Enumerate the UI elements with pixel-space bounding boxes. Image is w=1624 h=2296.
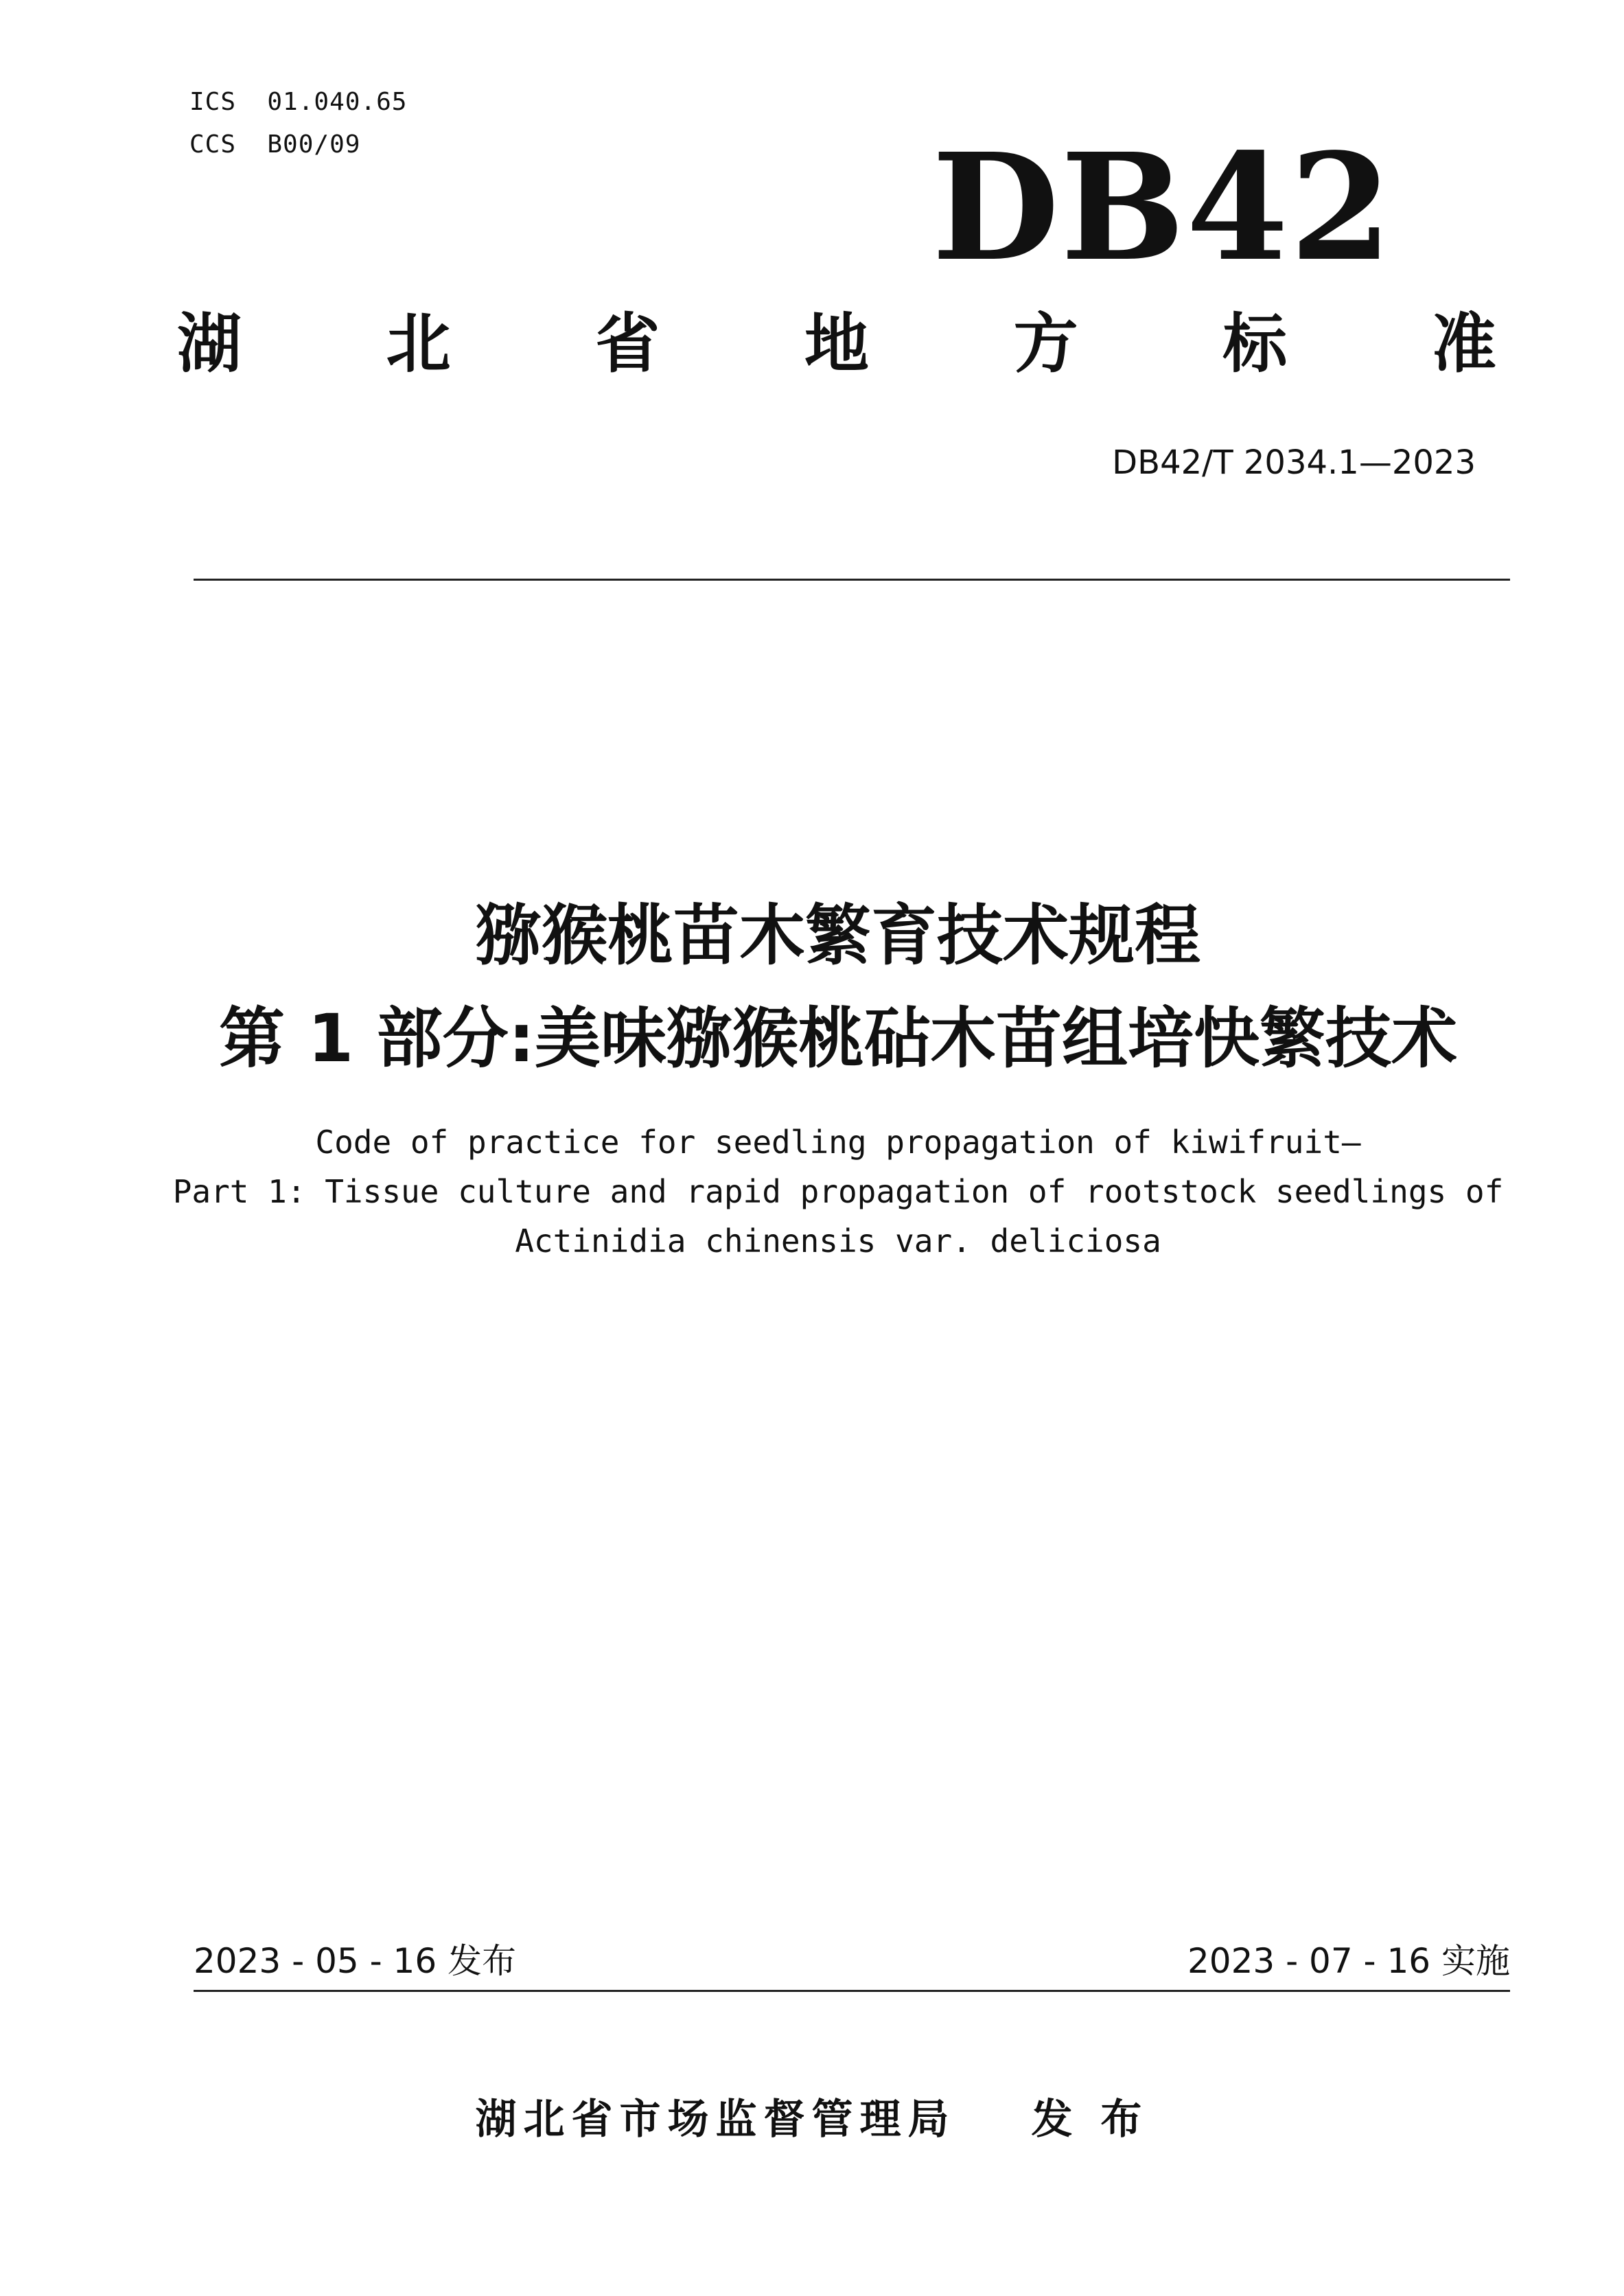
standard-type-char: 湖 — [177, 307, 242, 382]
chinese-title-line-1: 猕猴桃苗木繁育技术规程 — [476, 897, 1200, 974]
publisher-line — [0, 2096, 1624, 2144]
english-title-line-3: Actinidia chinensis var. deliciosa — [515, 1222, 1161, 1260]
ccs-code: CCS B00/09 — [189, 130, 361, 159]
english-title-line-2: Part 1: Tissue culture and rapid propagation of rootstock seedlings of — [172, 1173, 1504, 1210]
publisher-action: 发 布 — [1031, 2096, 1149, 2144]
standard-type-char: 省 — [595, 307, 660, 382]
bottom-divider — [194, 1990, 1510, 1992]
standard-type-char: 方 — [1013, 307, 1078, 382]
issue-date: 2023 - 05 - 16 发布 — [194, 1941, 517, 1981]
standard-logo: DB42 — [931, 121, 1393, 294]
english-title — [165, 1117, 1511, 1266]
top-divider — [194, 579, 1510, 581]
chinese-title — [165, 884, 1511, 1090]
standard-type-char: 标 — [1222, 307, 1288, 382]
standard-type-heading — [177, 307, 1496, 382]
publisher-name: 湖北省市场监督管理局 — [475, 2096, 956, 2144]
ics-code: ICS 01.040.65 — [189, 88, 408, 116]
classification-codes — [189, 81, 407, 166]
standard-type-char: 准 — [1431, 307, 1496, 382]
effective-date: 2023 - 07 - 16 实施 — [1187, 1941, 1510, 1981]
standard-type-char: 地 — [804, 307, 869, 382]
chinese-title-line-2: 第 1 部分:美味猕猴桃砧木苗组培快繁技术 — [218, 1000, 1458, 1077]
english-title-line-1: Code of practice for seedling propagation of kiwifruit— — [315, 1124, 1361, 1161]
standard-type-char: 北 — [386, 307, 451, 382]
standard-number: DB42/T 2034.1—2023 — [1112, 443, 1476, 482]
